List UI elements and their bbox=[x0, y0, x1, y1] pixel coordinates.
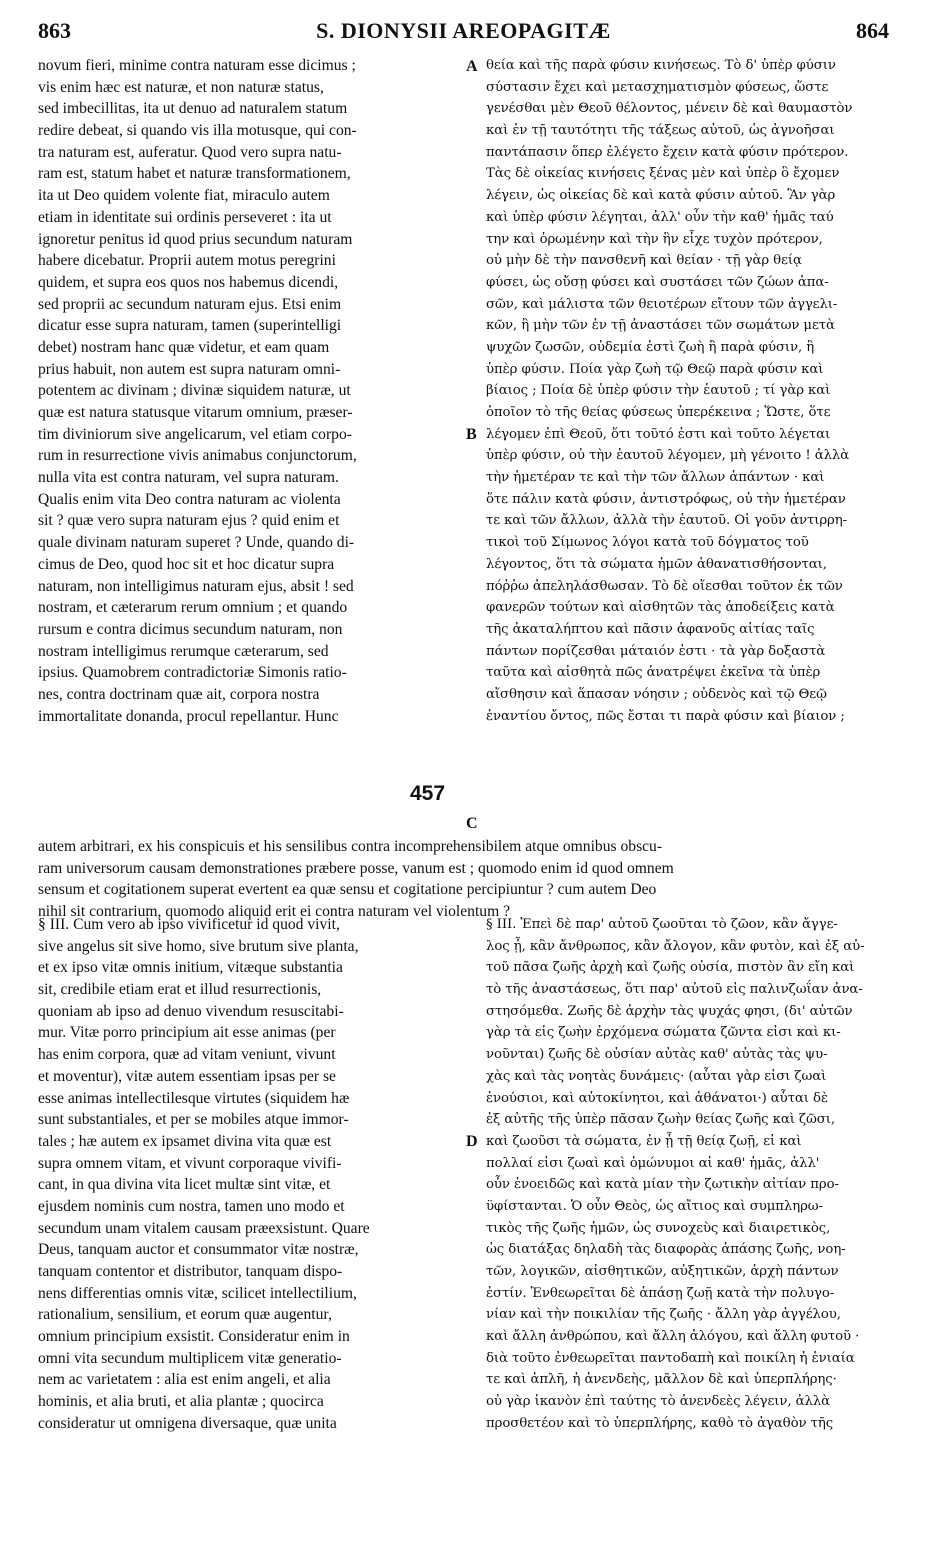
text-line: sit ? quæ vero supra naturam ejus ? quid enim et bbox=[38, 512, 340, 530]
text-line: οὐ μὴν δὲ τὴν πανσθενῆ καὶ θείαν · τῇ γὰρ θείᾳ bbox=[486, 253, 802, 269]
text-line: Deus, tanquam auctor et consummator vitæ nostræ, bbox=[38, 1241, 359, 1259]
text-line: τῆς ἀκαταλήπτου καὶ πᾶσιν ἀφανοῦς αἰτίας ταῖς bbox=[486, 621, 815, 637]
text-line: sive angelus sit sive homo, sive brutum sive planta, bbox=[38, 937, 359, 955]
text-line: et ex ipso vitæ omnis initium, vitæque substantia bbox=[38, 959, 343, 977]
text-line: immortalitate donanda, procul repellantur. Hunc bbox=[38, 707, 339, 725]
text-line: omnium principium exsistit. Consideratur enim in bbox=[38, 1328, 350, 1346]
text-line: esse animas intellectilesque virtutes (siquidem hæ bbox=[38, 1089, 350, 1107]
text-line: βίαιος ; Ποία δὲ ὑπὲρ φύσιν τὴν ἑαυτοῦ ; τί γὰρ καὶ bbox=[486, 383, 831, 399]
text-line: θεία καὶ τῆς παρὰ φύσιν κινήσεως. Τὸ δ' ὑπὲρ φύσιν bbox=[486, 58, 836, 73]
text-line: potentem ac divinam ; divinæ siquidem naturæ, ut bbox=[38, 382, 351, 400]
text-line: τὸ τῆς ἀναστάσεως, ὅτι παρ' αὐτοῦ εἰς παλινζωΐαν ἀνα- bbox=[486, 982, 863, 998]
text-line: Τὰς δὲ οἰκείας κινήσεις ξένας μὲν καὶ ὑπὲρ ὃ ἔχομεν bbox=[486, 166, 840, 182]
text-line: sed imbecillitas, ita ut denuo ad naturalem statum bbox=[38, 100, 348, 118]
text-line: λέγοντος, ὅτι τὰ σώματα ἡμῶν ἀθανατισθήσονται, bbox=[486, 556, 827, 572]
text-line: autem arbitrari, ex his conspicuis et his sensilibus contra incomprehensibilem atque omnibus obscu- bbox=[38, 838, 663, 855]
text-line: supra omnem vitam, et vivunt corporaque vivifi- bbox=[38, 1154, 342, 1172]
text-line: nostram intelligimus rerumque cæterarum, sed bbox=[38, 642, 329, 660]
text-line: nem ac varietatem : alia est enim angeli, et alia bbox=[38, 1371, 331, 1389]
latin-column-top bbox=[38, 55, 458, 727]
text-line: hominis, et alia bruti, et alia plantæ ; quocirca bbox=[38, 1393, 324, 1411]
text-line: προσθετέον καὶ τὸ ὑπερπλήρης, καθὸ τὸ ἀγαθὸν τῆς bbox=[486, 1415, 834, 1431]
margin-marker-c: C bbox=[466, 815, 478, 832]
left-page-number: 863 bbox=[38, 18, 71, 43]
text-line: ejusdem nominis cum nostra, tamen uno modo et bbox=[38, 1197, 345, 1215]
text-line: § III. Cum vero ab ipso vivificetur id quod vivit, bbox=[38, 916, 340, 933]
text-line: ὁποῖον τὸ τῆς θείας φύσεως ὑπερέκεινα ; Ὥστε, ὅτε bbox=[486, 405, 831, 420]
text-line: διὰ τοῦτο ἐνθεωρεῖται παντοδαπὴ καὶ ποικίλη ἡ ἑνιαία bbox=[486, 1350, 855, 1366]
text-line: ὡς διατάξας δηλαδὴ τὰς διαφορὰς ἁπάσης ζωῆς, νοη- bbox=[486, 1242, 846, 1258]
text-line: ἐξ αὐτῆς τῆς ὑπὲρ πᾶσαν ζωὴν θείας ζωῆς καὶ ζῶσι, bbox=[486, 1112, 836, 1128]
text-line: naturam, non intelligimus naturam ejus, absit ! sed bbox=[38, 577, 354, 595]
text-line: nostram, et cæterarum rerum omnium ; et quando bbox=[38, 599, 348, 617]
text-line: tim diviniorum sive angelicarum, vel etiam corpo- bbox=[38, 425, 352, 443]
text-line: cimus de Deo, quod hoc sit et hoc dicatur supra bbox=[38, 555, 335, 573]
text-line: ὑπὲρ φύσιν, οὐ τὴν ἑαυτοῦ λέγομεν, μὴ γένοιτο ! ἀλλὰ bbox=[486, 448, 850, 464]
text-line: sensum et cogitationem superat evertent ea quæ sensu et cogitatione percipiuntur ? cum autem Deo bbox=[38, 881, 657, 899]
text-line: quidem, et supra eos quos nos habemus dicendi, bbox=[38, 273, 339, 291]
text-line: habere dicebatur. Proprii autem motus peregrini bbox=[38, 252, 336, 270]
text-line: prius habuit, non autem est supra naturam omni- bbox=[38, 360, 341, 378]
text-line: λέγομεν ἐπὶ Θεοῦ, ὅτι τοῦτό ἐστι καὶ τοῦτο λέγεται bbox=[486, 426, 831, 442]
text-line: λέγειν, ὡς οἰκείας δὲ καὶ κατὰ φύσιν αὐτοῦ. Ἂν γὰρ bbox=[486, 188, 836, 204]
text-line: ταῦτα καὶ αἰσθητὰ πῶς ἀνατρέψει ἐκεῖνα τὰ ὑπὲρ bbox=[486, 665, 821, 681]
text-line: πολλαί εἰσι ζωαὶ καὶ ὁμώνυμοι αἱ καθ' ἡμᾶς, ἀλλ' bbox=[486, 1155, 820, 1171]
text-line: ignoretur penitus id quod prius secundum naturam bbox=[38, 230, 353, 248]
text-line: στησόμεθα. Ζωῆς δὲ ἀρχὴν τὰς ψυχάς φησι, (δι' αὐτῶν bbox=[486, 1003, 853, 1019]
text-line: novum fieri, minime contra naturam esse dicimus ; bbox=[38, 57, 356, 74]
text-line: φανερῶν τούτων καὶ αἰσθητῶν τὰς ἀποδείξεις κατὰ bbox=[486, 600, 835, 616]
margin-marker-a: A bbox=[466, 58, 478, 75]
text-line: ἐναντίου ὄντος, πῶς ἔσται τι παρὰ φύσιν καὶ βίαιον ; bbox=[486, 708, 845, 724]
text-line: πόῤῥω ἀπεληλάσθωσαν. Τὸ δὲ οἴεσθαι τοῦτον ἐκ τῶν bbox=[486, 578, 843, 594]
column-number: 457 bbox=[410, 782, 446, 805]
text-line: ἐστίν. Ἐνθεωρεῖται δὲ ἁπάσῃ ζωῇ κατὰ τὴν πολυγο- bbox=[486, 1285, 835, 1301]
text-line: Qualis enim vita Deo contra naturam ac violenta bbox=[38, 490, 341, 508]
text-line: σύστασιν ἔχει καὶ μετασχηματισμὸν φύσεως, ὥστε bbox=[486, 79, 829, 95]
text-line: τὴν ἡμετέραν τε καὶ τὴν τῶν ἄλλων ἁπάντων · καὶ bbox=[486, 470, 825, 486]
text-line: nihil sit contrarium, quomodo aliquid erit ei contra naturam vel violentum ? bbox=[38, 903, 511, 921]
text-line: τικοὶ τοῦ Σίμωνος λόγοι κατὰ τοῦ δόγματος τοῦ bbox=[486, 535, 809, 551]
text-line: ita ut Deo quidem volente fiat, miraculo autem bbox=[38, 187, 330, 205]
text-line: vis enim hæc est naturæ, et non naturæ status, bbox=[38, 78, 324, 96]
text-line: αἴσθησιν καὶ ἅπασαν νόησιν ; οὐδενὸς καὶ τῷ Θεῷ bbox=[486, 686, 827, 702]
margin-marker-b: B bbox=[466, 426, 477, 443]
text-line: dicatur esse supra naturam, tamen (superintelligi bbox=[38, 317, 342, 335]
text-line: λος ᾖ, κἂν ἄνθρωπος, κἂν ἄλογον, κἂν φυτὸν, καὶ ἐξ αὐ- bbox=[486, 938, 865, 954]
text-line: mur. Vitæ porro principium ait esse animas (per bbox=[38, 1024, 336, 1042]
text-line: γενέσθαι μὲν Θεοῦ θέλοντος, μένειν δὲ καὶ θαυμαστὸν bbox=[486, 101, 853, 117]
text-line: tanquam contentor et distributor, tanquam dispo- bbox=[38, 1263, 343, 1280]
latin-column-bottom bbox=[38, 914, 458, 1435]
text-line: rationalium, sensilium, et eorum quæ augentur, bbox=[38, 1306, 332, 1324]
text-line: ὑπὲρ φύσιν. Ποία γὰρ ζωὴ τῷ Θεῷ παρὰ φύσιν καὶ bbox=[486, 361, 824, 377]
text-line: καὶ ἐν τῇ ταυτότητι τῆς τάξεως αὐτοῦ, ὡς ἀγνοῆσαι bbox=[486, 123, 835, 139]
text-line: rursum e contra dicimus secundum naturam, non bbox=[38, 620, 343, 638]
text-line: secundum unam vitalem causam præexsistunt. Quare bbox=[38, 1219, 370, 1237]
text-line: ram est, statum habet et naturæ transformationem, bbox=[38, 165, 351, 183]
text-line: παντάπασιν ὅπερ ἐλέγετο ἔχειν κατὰ φύσιν πρότερον. bbox=[486, 144, 849, 160]
text-line: quoniam ab ipso ad denuo vivendum resuscitabi- bbox=[38, 1002, 344, 1020]
greek-column-bottom bbox=[486, 914, 892, 1435]
text-line: τε καὶ τῶν ἄλλων, ἀλλὰ τὴν ἑαυτοῦ. Οἱ γοῦν ἀντιρρη- bbox=[486, 513, 848, 529]
text-line: nulla vita est contra naturam, vel supra naturam. bbox=[38, 469, 339, 487]
text-line: consideratur ut omnigena diversaque, quæ unita bbox=[38, 1414, 337, 1432]
text-line: rum in resurrectione vivis animabus conjunctorum, bbox=[38, 447, 357, 465]
text-line: ram universorum causam demonstrationes præbere posse, vanum est ; quomodo enim id quod omnem bbox=[38, 859, 674, 877]
greek-column-top bbox=[486, 55, 892, 727]
text-line: φύσει, ὡς οὔσῃ φύσει καὶ συστάσει τῶν ζώων ἁπα- bbox=[486, 274, 829, 290]
text-line: ϋφίστανται. Ὁ οὖν Θεὸς, ὡς αἴτιος καὶ συμπληρω- bbox=[486, 1198, 823, 1214]
text-line: γὰρ τὰ εἰς ζωὴν ἐρχόμενα σώματα ζῶντα εἰσι καὶ κι- bbox=[486, 1025, 841, 1041]
text-line: κῶν, ἢ μὴν τῶν ἐν τῇ ἀναστάσει τῶν σωμάτων μετὰ bbox=[486, 318, 835, 334]
text-line: cant, in qua divina vita licet multæ sint vitæ, et bbox=[38, 1176, 331, 1194]
text-line: etiam in identitate sui ordinis perseveret : ita ut bbox=[38, 208, 332, 226]
text-line: has enim corpora, quæ ad vitam veniunt, vivunt bbox=[38, 1046, 336, 1064]
text-line: τικὸς τῆς ζωῆς ἡμῶν, ὡς συνοχεὺς καὶ διαιρετικὸς, bbox=[486, 1220, 831, 1236]
text-line: nes, contra doctrinam quæ ait, corpora nostra bbox=[38, 685, 320, 703]
text-line: σῶν, καὶ μάλιστα τῶν θειοτέρων εἴτουν τῶν ἀγγελι- bbox=[486, 296, 838, 312]
text-line: tales ; hæ autem ex ipsamet divina vita quæ est bbox=[38, 1132, 332, 1150]
text-line: redire debeat, si quando vis illa motusque, qui con- bbox=[38, 122, 357, 140]
text-line: τοῦ πᾶσα ζωῆς ἀρχὴ καὶ ζωῆς οὐσία, πιστὸν ἂν εἴη καὶ bbox=[486, 960, 855, 976]
page-header bbox=[38, 10, 889, 50]
text-line: τῶν, λογικῶν, αἰσθητικῶν, αὐξητικῶν, ἀρχὴ πάντων bbox=[486, 1264, 839, 1279]
text-line: νοῦνται) ζωῆς δὲ οὐσίαν αὐτὰς καθ' αὑτὰς τὰς ψυ- bbox=[486, 1047, 828, 1063]
text-line: sit, credibile etiam erat et illud resurrectionis, bbox=[38, 981, 322, 999]
text-line: οὖν ἑνοειδῶς καὶ κατὰ μίαν τὴν ζωτικὴν αἰτίαν προ- bbox=[486, 1177, 839, 1193]
text-line: οὐ γὰρ ἱκανὸν ἐπὶ ταύτης τὸ ἀνενδεὲς λέγειν, ἀλλὰ bbox=[486, 1394, 831, 1410]
text-line: ἐνούσιοι, καὶ αὐτοκίνητοι, καὶ ἀθάνατοι·) αὗται δὲ bbox=[486, 1090, 828, 1106]
text-line: quale divinam naturam superet ? Unde, quando di- bbox=[38, 534, 355, 552]
text-line: ipsius. Quamobrem contradictoriæ Simonis ratio- bbox=[38, 664, 347, 682]
text-line: sed proprii ac secundum naturam ejus. Etsi enim bbox=[38, 295, 342, 313]
text-line: καὶ ὑπὲρ φύσιν λέγηται, ἀλλ' οὖν τὴν καθ' ἡμᾶς ταύ bbox=[486, 209, 834, 225]
text-line: omni vita secundum multiplicem vitæ generatio- bbox=[38, 1349, 342, 1367]
margin-marker-d: D bbox=[466, 1133, 478, 1150]
text-line: πάντων πορίζεσθαι μάταιόν ἐστι · τὰ γὰρ δοξαστὰ bbox=[486, 643, 826, 659]
text-line: ψυχῶν ζωσῶν, οὐδεμία ἐστὶ ζωὴ ἢ παρὰ φύσιν, ἢ bbox=[486, 339, 815, 355]
text-line: quæ est natura statusque vitarum omnium, præser- bbox=[38, 404, 353, 421]
text-line: νίαν καὶ τὴν ποικιλίαν τῆς ζωῆς · ἄλλη γὰρ ἀγγέλου, bbox=[486, 1307, 841, 1323]
running-title: S. DIONYSII AREOPAGITÆ bbox=[316, 18, 611, 43]
right-page-number: 864 bbox=[856, 18, 889, 43]
text-line: καὶ ἄλλη ἀνθρώπου, καὶ ἄλλη ἀλόγου, καὶ ἄλλη φυτοῦ · bbox=[486, 1329, 860, 1345]
text-line: καὶ ζωοῦσι τὰ σώματα, ἐν ᾗ τῇ θείᾳ ζωῇ, εἰ καὶ bbox=[486, 1133, 802, 1149]
text-line: § III. Ἐπεὶ δὲ παρ' αὐτοῦ ζωοῦται τὸ ζῶον, κἂν ἄγγε- bbox=[486, 917, 838, 932]
latin-full-width-paragraph bbox=[38, 836, 892, 923]
text-line: ὅτε πάλιν κατὰ φύσιν, ἀντιστρόφως, οὐ τὴν ἡμετέραν bbox=[486, 491, 846, 507]
text-line: sunt substantiales, et per se mobiles atque immor- bbox=[38, 1111, 349, 1129]
text-line: debet) nostram hanc quæ videtur, et eam quam bbox=[38, 338, 330, 356]
text-line: την καὶ ὁρωμένην καὶ τὴν ἣν εἶχε τυχὸν πρότερον, bbox=[486, 231, 823, 247]
text-line: χὰς καὶ τὰς νοητὰς δυνάμεις· (αὗται γὰρ εἰσι ζωαὶ bbox=[486, 1068, 827, 1084]
text-line: tra naturam est, auferatur. Quod vero supra natu- bbox=[38, 143, 342, 161]
text-line: nens differentias omnis vitæ, scilicet intellectilium, bbox=[38, 1284, 357, 1302]
text-line: et moventur), vitæ autem essentiam ipsas per se bbox=[38, 1067, 336, 1085]
text-line: τε καὶ ἁπλῆ, ἡ ἀνενδεὴς, μᾶλλον δὲ καὶ ὑπερπλήρης· bbox=[486, 1372, 837, 1388]
